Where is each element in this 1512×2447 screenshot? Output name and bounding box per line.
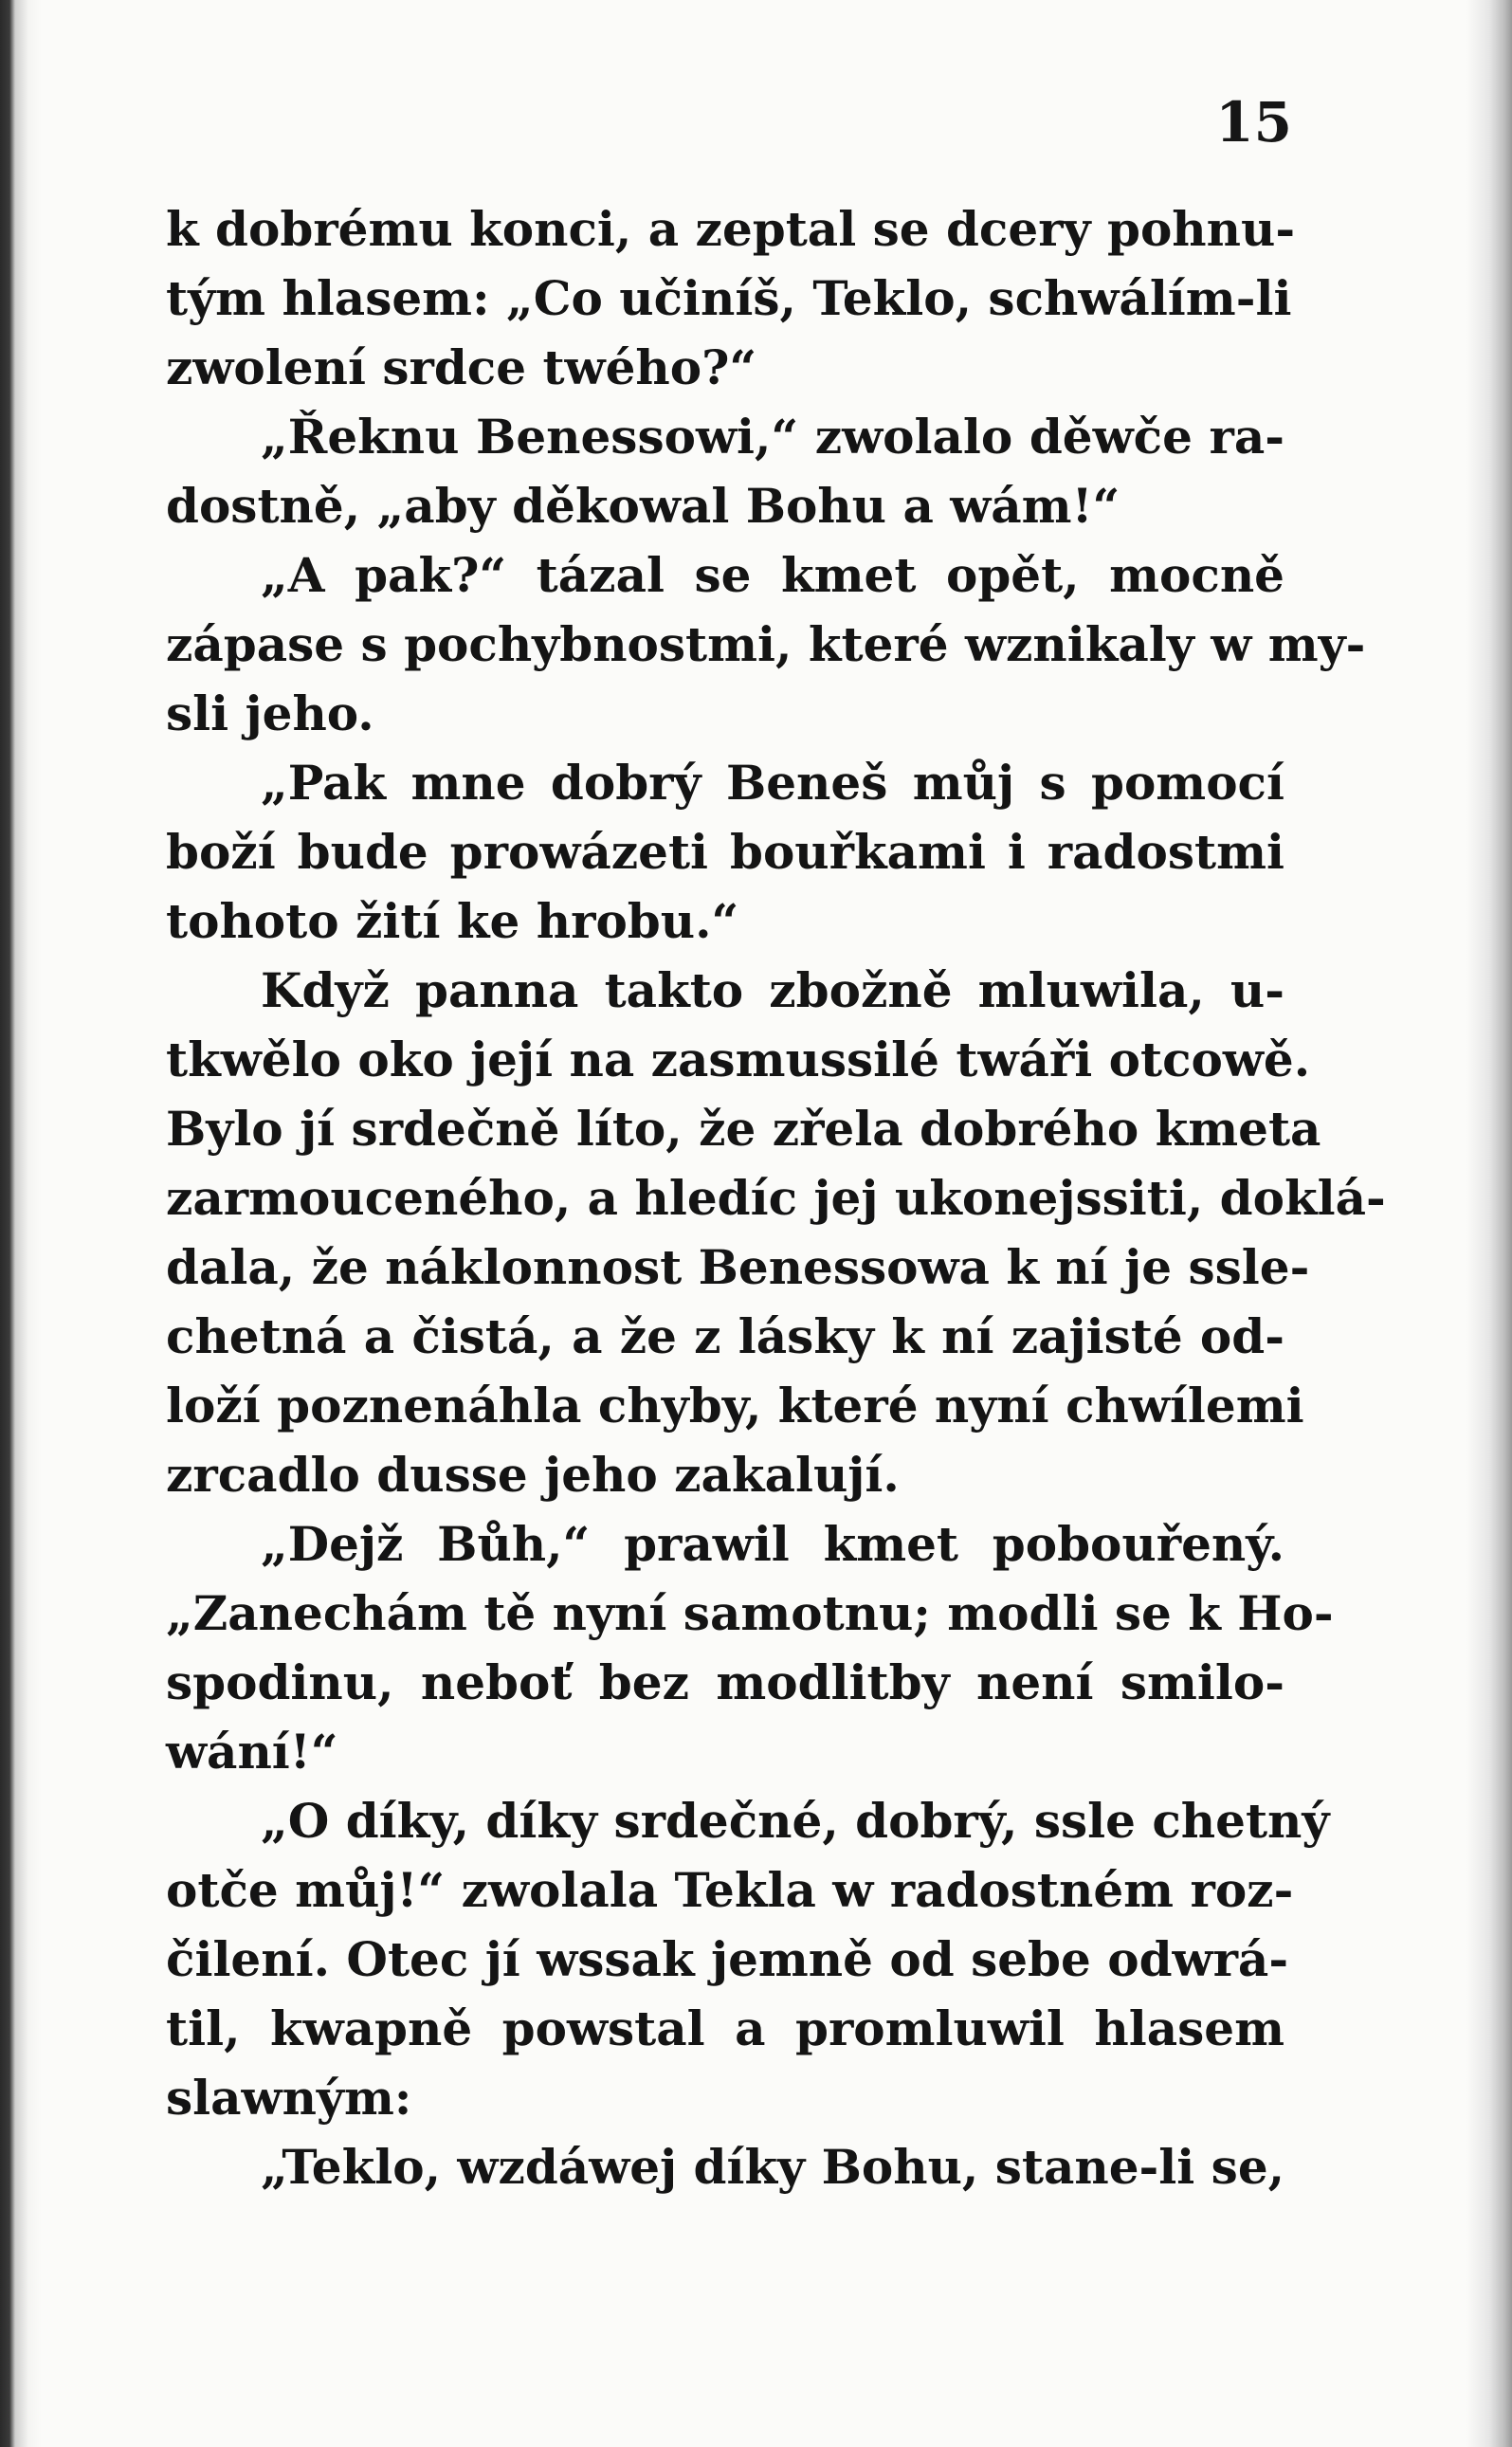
text-line: „Dejž Bůh,“ prawil kmet pobouřený. (261, 1516, 1284, 1572)
text-line: boží bude prowázeti bouřkami i radostmi (166, 824, 1284, 880)
text-line: chetná a čistá, a že z lásky k ní zajisté od- (166, 1308, 1284, 1364)
text-line: wání!“ (166, 1724, 338, 1780)
text-line: „Teklo, wzdáwej díky Bohu, stane-li se, (261, 2139, 1285, 2195)
text-line: Když panna takto zbožně mluwila, u- (261, 962, 1284, 1018)
text-line: loží poznenáhla chyby, které nyní chwílemi (166, 1378, 1304, 1434)
text-line: dostně, „aby děkowal Bohu a wám!“ (166, 478, 1120, 534)
text-line: sli jeho. (166, 685, 374, 741)
text-line: tkwělo oko její na zasmussilé twáři otcowě. (166, 1032, 1311, 1087)
body-text (166, 194, 1386, 2201)
text-line: Bylo jí srdečně líto, že zřela dobrého kmeta (166, 1101, 1321, 1157)
text-line: til, kwapně powstal a promluwil hlasem (166, 2000, 1284, 2056)
text-line: zrcadlo dusse jeho zakalují. (166, 1447, 900, 1503)
text-line: zwolení srdce twého?“ (166, 339, 757, 395)
text-line: „Zanechám tě nyní samotnu; modli se k Ho- (166, 1585, 1334, 1641)
text-line: „Řeknu Benessowi,“ zwolalo děwče ra- (261, 409, 1284, 465)
page-number: 15 (1215, 90, 1292, 155)
text-line: „Pak mne dobrý Beneš můj s pomocí (261, 755, 1284, 811)
text-line: slawným: (166, 2070, 412, 2126)
text-line: tým hlasem: „Co učiníš, Teklo, schwálím-li (166, 270, 1292, 326)
text-line: k dobrému konci, a zeptal se dcery pohnu- (166, 201, 1296, 257)
text-line: dala, že náklonnost Benessowa k ní je ssle- (166, 1239, 1310, 1295)
text-line: zápase s pochybnostmi, které wznikaly w my- (166, 616, 1366, 672)
text-line: „A pak?“ tázal se kmet opět, mocně (261, 547, 1284, 603)
text-line: zarmouceného, a hledíc jej ukonejssiti, doklá- (166, 1170, 1386, 1226)
page-binding-edge (0, 0, 42, 2447)
text-line: „O díky, díky srdečné, dobrý, ssle chetný (261, 1793, 1330, 1849)
text-line: čilení. Otec jí wssak jemně od sebe odwrá- (166, 1931, 1289, 1987)
text-line: tohoto žití ke hrobu.“ (166, 893, 739, 949)
text-line: otče můj!“ zwolala Tekla w radostném roz- (166, 1862, 1294, 1918)
text-line: spodinu, neboť bez modlitby není smilo- (166, 1654, 1284, 1710)
page-right-edge (1466, 0, 1512, 2447)
